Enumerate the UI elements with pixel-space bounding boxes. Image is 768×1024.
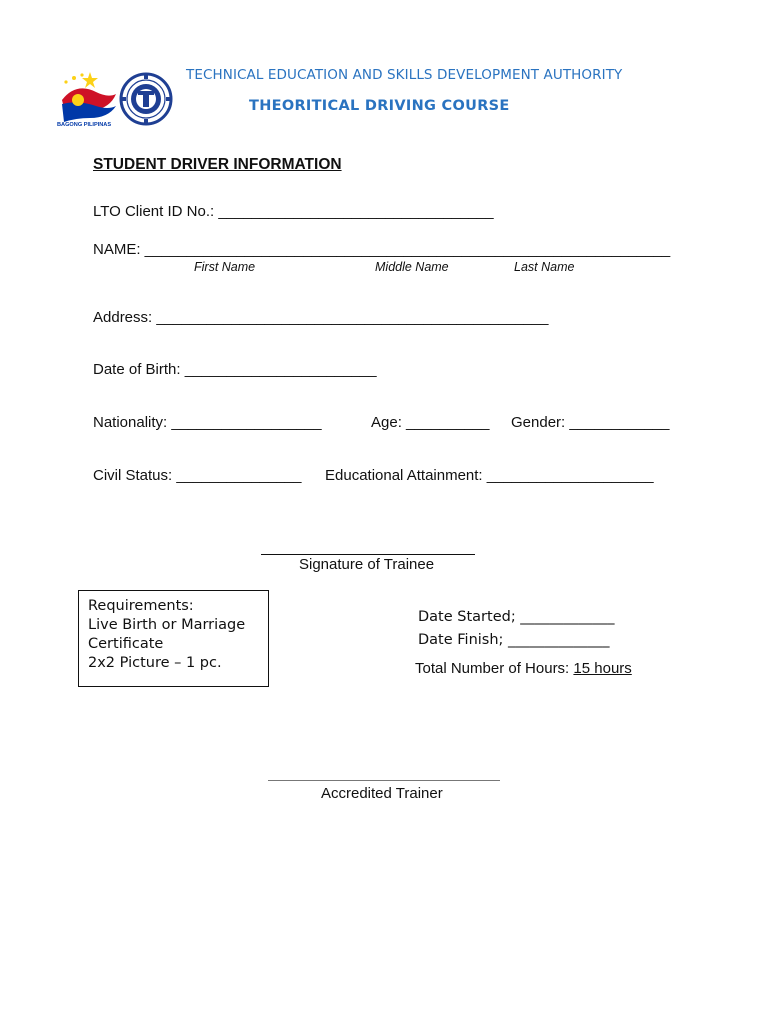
- date-finish-field[interactable]: Date Finish; ______________: [418, 632, 610, 648]
- age-field[interactable]: Age: __________: [371, 414, 490, 431]
- lto-client-id-field[interactable]: LTO Client ID No.: _________________________________: [93, 203, 494, 220]
- last-name-caption: Last Name: [514, 260, 575, 274]
- gender-field[interactable]: Gender: ____________: [511, 414, 670, 431]
- accredited-trainer-label: Accredited Trainer: [321, 785, 443, 802]
- tesda-seal-logo: [116, 72, 176, 126]
- first-name-caption: First Name: [194, 260, 256, 274]
- date-of-birth-field[interactable]: Date of Birth: _______________________: [93, 361, 377, 378]
- civil-status-field[interactable]: Civil Status: _______________: [93, 467, 302, 484]
- requirement-item: Certificate: [88, 636, 164, 652]
- total-hours-value: 15 hours: [573, 660, 632, 677]
- requirements-title: Requirements:: [88, 598, 194, 614]
- form-title: STUDENT DRIVER INFORMATION: [93, 156, 342, 173]
- trainee-signature-label: Signature of Trainee: [299, 556, 435, 573]
- requirement-item: Live Birth or Marriage: [88, 617, 246, 633]
- date-started-field[interactable]: Date Started; _____________: [418, 609, 615, 625]
- total-hours-row: [415, 660, 632, 677]
- trainee-signature-line[interactable]: [261, 554, 475, 555]
- educational-attainment-field[interactable]: Educational Attainment: ____________________: [325, 467, 654, 484]
- course-title: THEORITICAL DRIVING COURSE: [249, 98, 510, 114]
- requirement-item: 2x2 Picture – 1 pc.: [88, 655, 222, 671]
- requirements-box: [78, 590, 269, 687]
- name-field[interactable]: NAME: _______________________________________________________________: [93, 241, 671, 258]
- bagong-pilipinas-text: BAGONG PILIPINAS: [57, 122, 112, 128]
- total-hours-label: Total Number of Hours:: [415, 660, 574, 677]
- bagong-pilipinas-logo: [56, 70, 122, 128]
- nationality-field[interactable]: Nationality: __________________: [93, 414, 322, 431]
- trainer-signature-line[interactable]: [268, 780, 500, 781]
- address-field[interactable]: Address: _______________________________________________: [93, 309, 549, 326]
- organization-name: TECHNICAL EDUCATION AND SKILLS DEVELOPMENT AUTHORITY: [186, 67, 623, 83]
- middle-name-caption: Middle Name: [375, 260, 449, 274]
